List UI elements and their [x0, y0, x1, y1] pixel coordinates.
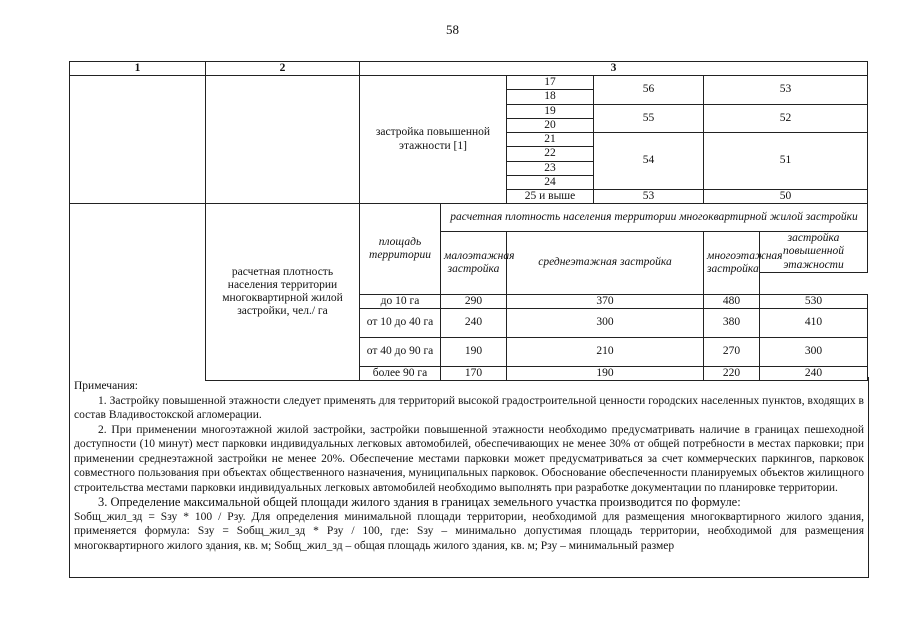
density-cell: 380 [704, 309, 760, 338]
density-cell: 190 [507, 367, 704, 381]
group4-value-a: 53 [594, 189, 704, 203]
col2-empty-cell [206, 76, 360, 204]
density-header: расчетная плотность населения территории многоквартирной жилой застройки [441, 204, 868, 232]
notes-title: Примечания: [74, 380, 138, 392]
density-cell: 240 [441, 309, 507, 338]
density-cell: 170 [441, 367, 507, 381]
page-number: 58 [446, 22, 459, 37]
type-header-high-rise: застройка повышенной этажности [760, 232, 868, 273]
density-cell: 220 [704, 367, 760, 381]
block2-label: расчетная плотность населения территории многоквартирной жилой застройки, чел./ га [206, 204, 360, 381]
floor-cell: 20 [507, 118, 594, 132]
header-col-1: 1 [70, 62, 206, 76]
group1-value-b: 53 [704, 76, 868, 104]
area-cell: более 90 га [360, 367, 441, 381]
density-cell: 300 [760, 338, 868, 367]
note-3-formula: Sобщ_жил_зд = Sзу * 100 / Рзу. Для определения минимальной площади территории, необходимой для размещения многоквартирного жилого здания, применяется формула: Sзу = Sобщ_жил_зд * Рзу / 100, где: Sзу – минимально допустимая площадь территории, необходимой для размещения многоквартирного жилого здания, кв. м; Sобщ_жил_зд – общая площадь жилого здания, кв. м; Рзу – минимальный размер [74, 510, 864, 552]
floor-cell: 23 [507, 161, 594, 175]
density-cell: 300 [507, 309, 704, 338]
group4-value-b: 50 [704, 189, 868, 203]
density-cell: 410 [760, 309, 868, 338]
area-header: площадь территории [360, 204, 441, 295]
type-header-low-rise: малоэтажная застройка [441, 232, 507, 295]
note-1: 1. Застройку повышенной этажности следует применять для территорий высокой градостроительной ценности городских населенных пунктов, входящих в состав Владивостокской агломерации. [74, 394, 864, 421]
group1-value-a: 56 [594, 76, 704, 104]
density-cell: 530 [760, 294, 868, 308]
group3-value-b: 51 [704, 133, 868, 190]
area-cell: от 10 до 40 га [360, 309, 441, 338]
group3-value-a: 54 [594, 133, 704, 190]
notes-section [69, 377, 869, 578]
density-cell: 370 [507, 294, 704, 308]
col1-empty-cell [70, 204, 206, 381]
density-cell: 240 [760, 367, 868, 381]
note-2: 2. При применении многоэтажной жилой застройки, застройки повышенной этажности необходимо предусматривать наличие в границах пешеходной доступности (10 минут) мест парковки индивидуальных легковых автомобилей, обеспечивающих не менее 30% от общей потребности в местах парковки; при применении среднеэтажной застройки не менее 20%. Обеспечение местами парковки может предусматриваться за счет коммерческих паркингов, парковок совместного пользования при объектах общественного назначения, муниципальных парковок. Обоснование обеспеченности планируемых объектов жилищного строительства местами парковки индивидуальных легковых автомобилей необходимо выполнять при разработке документации по планировке территории. [74, 423, 864, 494]
floor-cell: 17 [507, 76, 594, 90]
header-col-3: 3 [360, 62, 868, 76]
header-col-2: 2 [206, 62, 360, 76]
floor-cell: 24 [507, 175, 594, 189]
group2-value-a: 55 [594, 104, 704, 132]
density-cell: 480 [704, 294, 760, 308]
floor-cell: 19 [507, 104, 594, 118]
area-cell: до 10 га [360, 294, 441, 308]
floor-cell: 25 и выше [507, 189, 594, 203]
type-header-mid-rise: среднеэтажная застройка [507, 232, 704, 295]
norms-table [69, 61, 868, 381]
area-cell: от 40 до 90 га [360, 338, 441, 367]
note-3-intro: 3. Определение максимальной общей площади жилого здания в границах земельного участка производится по формуле: [98, 495, 741, 509]
density-cell: 190 [441, 338, 507, 367]
density-cell: 290 [441, 294, 507, 308]
type-header-multi-storey: многоэтажная застройка [704, 232, 760, 295]
col1-empty-cell [70, 76, 206, 204]
floor-cell: 21 [507, 133, 594, 147]
floor-cell: 22 [507, 147, 594, 161]
group2-value-b: 52 [704, 104, 868, 132]
density-cell: 210 [507, 338, 704, 367]
density-cell: 270 [704, 338, 760, 367]
block1-label: застройка повышенной этажности [1] [360, 76, 507, 204]
floor-cell: 18 [507, 90, 594, 104]
